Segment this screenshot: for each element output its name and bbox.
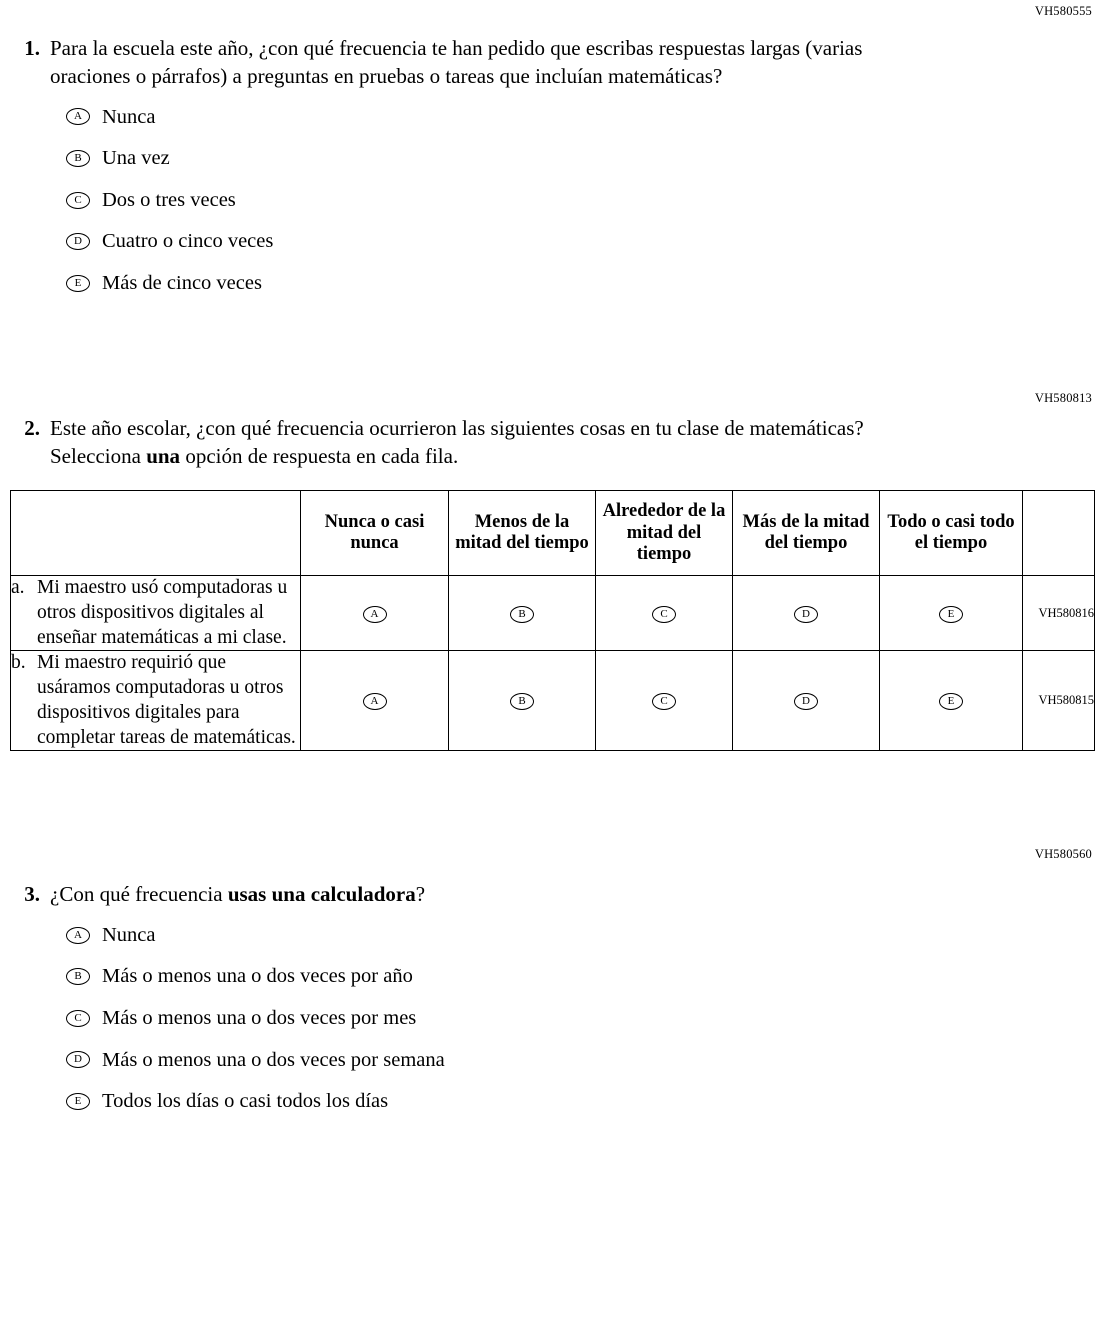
matrix-cell-b-4[interactable] [733, 651, 880, 751]
item-code-q1: VH580555 [1034, 4, 1092, 18]
bubble-icon[interactable]: A [363, 693, 387, 710]
matrix-cell-a-5[interactable] [880, 576, 1023, 651]
table-row [11, 651, 1095, 751]
bubble-icon[interactable]: C [652, 606, 676, 623]
matrix-header-col-3: Alrededor de la mitad del tiempo [596, 491, 733, 576]
bubble-icon[interactable]: C [66, 1010, 90, 1027]
matrix-header-code [1023, 491, 1095, 576]
question-2-number: 2. [24, 415, 40, 440]
matrix-cell-b-2[interactable] [449, 651, 596, 751]
option-label: Una vez [102, 147, 170, 170]
matrix-cell-a-4[interactable] [733, 576, 880, 651]
matrix-cell-b-3[interactable] [596, 651, 733, 751]
matrix-header-blank [11, 491, 301, 576]
matrix-cell-a-2[interactable] [449, 576, 596, 651]
option-label: Dos o tres veces [102, 188, 236, 211]
option-1-e[interactable] [66, 271, 1104, 296]
option-3-d[interactable] [66, 1048, 1104, 1073]
matrix-row-a-stem [11, 576, 301, 651]
option-1-d[interactable] [66, 229, 1104, 254]
question-3-text-bold: usas una calculadora [227, 882, 416, 907]
question-1-number: 1. [24, 36, 40, 60]
option-label: Nunca [102, 923, 156, 946]
bubble-icon[interactable]: B [510, 606, 534, 623]
option-label: Más o menos una o dos veces por año [102, 965, 413, 988]
question-2-text [50, 414, 930, 471]
question-3-options [66, 923, 1104, 1114]
option-3-c[interactable] [66, 1006, 1104, 1031]
option-3-a[interactable] [66, 923, 1104, 948]
matrix-cell-b-5[interactable] [880, 651, 1023, 751]
bubble-icon[interactable]: E [939, 606, 963, 623]
bubble-icon[interactable]: D [794, 693, 818, 710]
matrix-header-col-1: Nunca o casi nunca [301, 491, 449, 576]
bubble-icon[interactable]: E [66, 1093, 90, 1110]
question-3-number: 3. [24, 882, 40, 907]
bubble-icon[interactable]: D [66, 1051, 90, 1068]
item-code-row-b: VH580815 [1023, 651, 1095, 751]
option-1-b[interactable] [66, 146, 1104, 171]
question-2 [0, 391, 1104, 752]
option-label: Más o menos una o dos veces por mes [102, 1006, 417, 1029]
matrix-cell-b-1[interactable] [301, 651, 449, 751]
row-letter: b. [11, 652, 26, 674]
question-2-text-part1: Este año escolar, ¿con qué frecuencia ocurrieron las siguientes cosas en tu clase de matemáticas? Selecciona [50, 415, 864, 468]
option-3-b[interactable] [66, 964, 1104, 989]
matrix-header-col-5: Todo o casi todo el tiempo [880, 491, 1023, 576]
item-code-q3: VH580560 [1034, 847, 1092, 862]
question-2-text-part2: opción de respuesta en cada fila. [180, 444, 459, 468]
matrix-cell-a-1[interactable] [301, 576, 449, 651]
matrix-cell-a-3[interactable] [596, 576, 733, 651]
bubble-icon[interactable]: D [794, 606, 818, 623]
question-2-matrix [0, 490, 1104, 751]
spacer [0, 751, 1104, 847]
matrix-header-row [11, 491, 1095, 576]
option-3-e[interactable] [66, 1089, 1104, 1114]
question-3-text-part1: ¿Con qué frecuencia [50, 882, 228, 907]
question-3 [0, 847, 1104, 1113]
bubble-icon[interactable]: B [66, 968, 90, 985]
item-code-row-a: VH580816 [1023, 576, 1095, 651]
option-1-c[interactable] [66, 188, 1104, 213]
option-1-a[interactable] [66, 105, 1104, 130]
bubble-icon[interactable]: A [66, 927, 90, 944]
matrix-table [10, 490, 1095, 751]
option-label: Nunca [102, 105, 156, 128]
bubble-icon[interactable]: C [652, 693, 676, 710]
table-row [11, 576, 1095, 651]
item-code-q2: VH580813 [1034, 390, 1092, 405]
bubble-icon[interactable]: E [939, 693, 963, 710]
spacer [0, 313, 1104, 391]
question-3-text-part2: ? [415, 882, 426, 907]
question-3-text [50, 880, 1104, 908]
bubble-icon[interactable]: A [66, 108, 90, 125]
matrix-header-col-4: Más de la mitad del tiempo [733, 491, 880, 576]
row-letter: a. [11, 577, 25, 599]
matrix-row-b-stem [11, 651, 301, 751]
bubble-icon[interactable]: A [363, 606, 387, 623]
bubble-icon[interactable]: B [66, 150, 90, 167]
bubble-icon[interactable]: B [510, 693, 534, 710]
option-label: Más o menos una o dos veces por semana [102, 1048, 445, 1071]
bubble-icon[interactable]: C [66, 192, 90, 209]
question-1 [0, 0, 1104, 296]
question-2-text-bold: una [146, 444, 181, 468]
option-label: Todos los días o casi todos los días [102, 1090, 389, 1113]
bubble-icon[interactable]: D [66, 233, 90, 250]
question-1-text: Para la escuela este año, ¿con qué frecuencia te han pedido que escribas respuestas largas (varias oraciones o párrafos) a preguntas en pruebas o tareas que incluían matemáticas? [50, 36, 863, 89]
option-label: Más de cinco veces [102, 272, 262, 295]
bubble-icon[interactable]: E [66, 275, 90, 292]
question-1-options [66, 105, 1104, 296]
option-label: Cuatro o cinco veces [102, 230, 274, 253]
row-text: Mi maestro usó computadoras u otros dispositivos digitales al enseñar matemáticas a mi clase. [37, 577, 288, 648]
row-text: Mi maestro requirió que usáramos computadoras u otros dispositivos digitales para completar tareas de matemáticas. [37, 652, 296, 748]
matrix-header-col-2: Menos de la mitad del tiempo [449, 491, 596, 576]
